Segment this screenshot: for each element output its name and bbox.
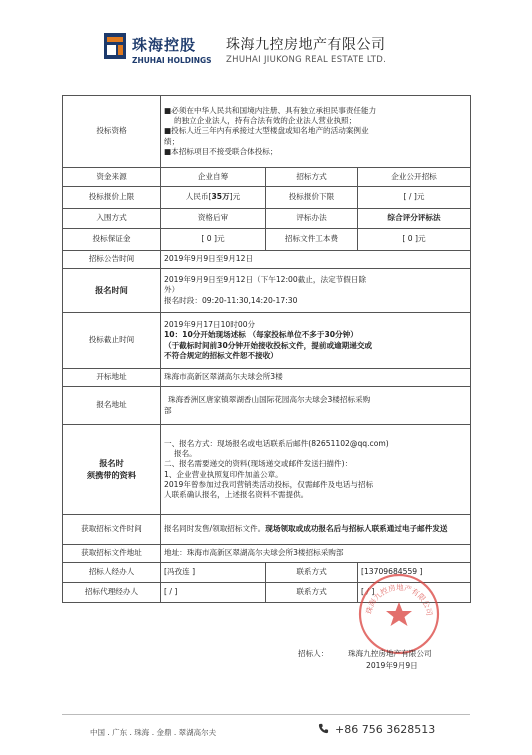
opening-address-label: 开标地址: [63, 369, 161, 387]
bid-deadline-value: 2019年9月17日10时00分 10：10分开始现场述标 （每家投标单位不多于30分钟） （于截标时间前30分钟开始接收投标文件，提前或逾期递交或 不符合规定的招标文件恕不接收）: [161, 313, 471, 369]
notice-time-value: 2019年9月9日至9月12日: [161, 251, 471, 269]
registration-time-label: 报名时间: [63, 269, 161, 313]
bid-method-label: 招标方式: [266, 168, 358, 187]
notice-time-label: 招标公告时间: [63, 251, 161, 269]
deposit-value: [ 0 ]元: [161, 229, 266, 251]
deposit-label: 投标保证金: [63, 229, 161, 251]
company-name-english: ZHUHAI JIUKONG REAL ESTATE LTD.: [226, 55, 387, 65]
qualification-line: ■必须在中华人民共和国境内注册、具有独立承担民事责任能力: [164, 105, 377, 115]
registration-address-value: 珠海香洲区唐家镇翠湖香山国际花园高尔夫球会3楼招标采购 部: [161, 387, 471, 425]
table-row: [63, 229, 471, 251]
contact-phone-value: [13709684559 ]: [358, 563, 471, 583]
agent-person-label: 招标代理经办人: [63, 583, 161, 603]
seal-text: 珠海九控房地产有限公司: [364, 582, 435, 617]
evaluation-method-value: 综合评分评标法: [358, 209, 471, 229]
table-row: [63, 251, 471, 269]
entry-method-value: 资格后审: [161, 209, 266, 229]
registration-address-label: 报名地址: [63, 387, 161, 425]
price-upper-label: 投标报价上限: [63, 187, 161, 209]
table-row: [63, 387, 471, 425]
table-row: [63, 168, 471, 187]
footer-phone: [318, 723, 435, 736]
document-time-label: 获取招标文件时间: [63, 515, 161, 545]
footer-phone-number: +86 756 3628513: [335, 723, 436, 736]
qualification-line: ■投标人近三年内有承接过大型楼盘或知名地产的活动案例业: [164, 126, 369, 136]
price-lower-value: [ / ]元: [358, 187, 471, 209]
agent-phone-label: 联系方式: [266, 583, 358, 603]
registration-materials-label: 报名时 须携带的资料: [63, 425, 161, 515]
registration-time-value: 2019年9月9日至9月12日（下午12:00截止，法定节假日除 外） 报名时段：09:20-11:30,14:20-17:30: [161, 269, 471, 313]
contact-person-label: 招标人经办人: [63, 563, 161, 583]
qualification-line: ■本招标项目不接受联合体投标；: [164, 146, 278, 156]
document-fee-label: 招标文件工本费: [266, 229, 358, 251]
table-row: [63, 96, 471, 168]
entry-method-label: 入围方式: [63, 209, 161, 229]
qualification-line: 绩；: [164, 136, 180, 146]
company-seal-icon: [357, 572, 441, 656]
logo-english-name: ZHUHAI HOLDINGS: [132, 56, 212, 65]
qualification-label: 投标资格: [63, 96, 161, 168]
registration-materials-value: 一、报名方式：现场报名或电话联系后邮件(82651102@qq.com) 报名。 二、报名需要递交的资料(现场递交或邮件发送扫描件)： 1、企业营业执照复印件加盖公章。 2019年曾参加过我司营销类活动投标，仅需邮件及电话与招标 人联系确认报名，上述报名资料不需提供。: [161, 425, 471, 515]
evaluation-method-label: 评标办法: [266, 209, 358, 229]
opening-address-value: 珠海市高新区翠湖高尔夫球会所3楼: [161, 369, 471, 387]
bid-method-value: 企业公开招标: [358, 168, 471, 187]
qualification-value: [161, 96, 471, 168]
company-name-chinese: 珠海九控房地产有限公司: [226, 37, 386, 53]
signature-company: 珠海九控房地产有限公司: [348, 649, 432, 658]
logo-chinese-name: 珠海控股: [132, 36, 197, 54]
footer-address: 中国 . 广东 . 珠海 . 金鼎 . 翠湖高尔夫: [90, 728, 217, 737]
signature-date: 2019年9月9日: [366, 661, 418, 670]
bid-deadline-label: 投标截止时间: [63, 313, 161, 369]
document-fee-value: [ 0 ]元: [358, 229, 471, 251]
contact-person-value: [冯孜连 ]: [161, 563, 266, 583]
qualification-line: 的独立企业法人，持有合法有效的企业法人营业执照；: [174, 116, 357, 126]
table-row: [63, 545, 471, 563]
document-address-label: 获取招标文件地址: [63, 545, 161, 563]
agent-phone-value: [ / ]: [358, 583, 471, 603]
tender-info-table: [62, 95, 471, 603]
table-row: [63, 313, 471, 369]
agent-person-value: [ / ]: [161, 583, 266, 603]
fund-source-value: 企业自筹: [161, 168, 266, 187]
table-row: [63, 209, 471, 229]
price-upper-value: 人民币[35万]元: [161, 187, 266, 209]
zhuhai-holdings-logo-icon: [104, 33, 126, 59]
contact-phone-label: 联系方式: [266, 563, 358, 583]
document-time-value: 报名同时发售/领取招标文件。现场领取或成功报名后与招标人联系通过电子邮件发送: [161, 515, 471, 545]
phone-icon: [318, 723, 329, 734]
signature-label: 招标人：: [298, 649, 329, 658]
price-lower-label: 投标报价下限: [266, 187, 358, 209]
table-row: [63, 269, 471, 313]
table-row: [63, 425, 471, 515]
table-row: [63, 187, 471, 209]
table-row: [63, 515, 471, 545]
document-address-value: 地址：珠海市高新区翠湖高尔夫球会所3楼招标采购部: [161, 545, 471, 563]
fund-source-label: 资金来源: [63, 168, 161, 187]
table-row: [63, 369, 471, 387]
footer-divider: [62, 714, 470, 715]
letterhead: [0, 0, 532, 80]
